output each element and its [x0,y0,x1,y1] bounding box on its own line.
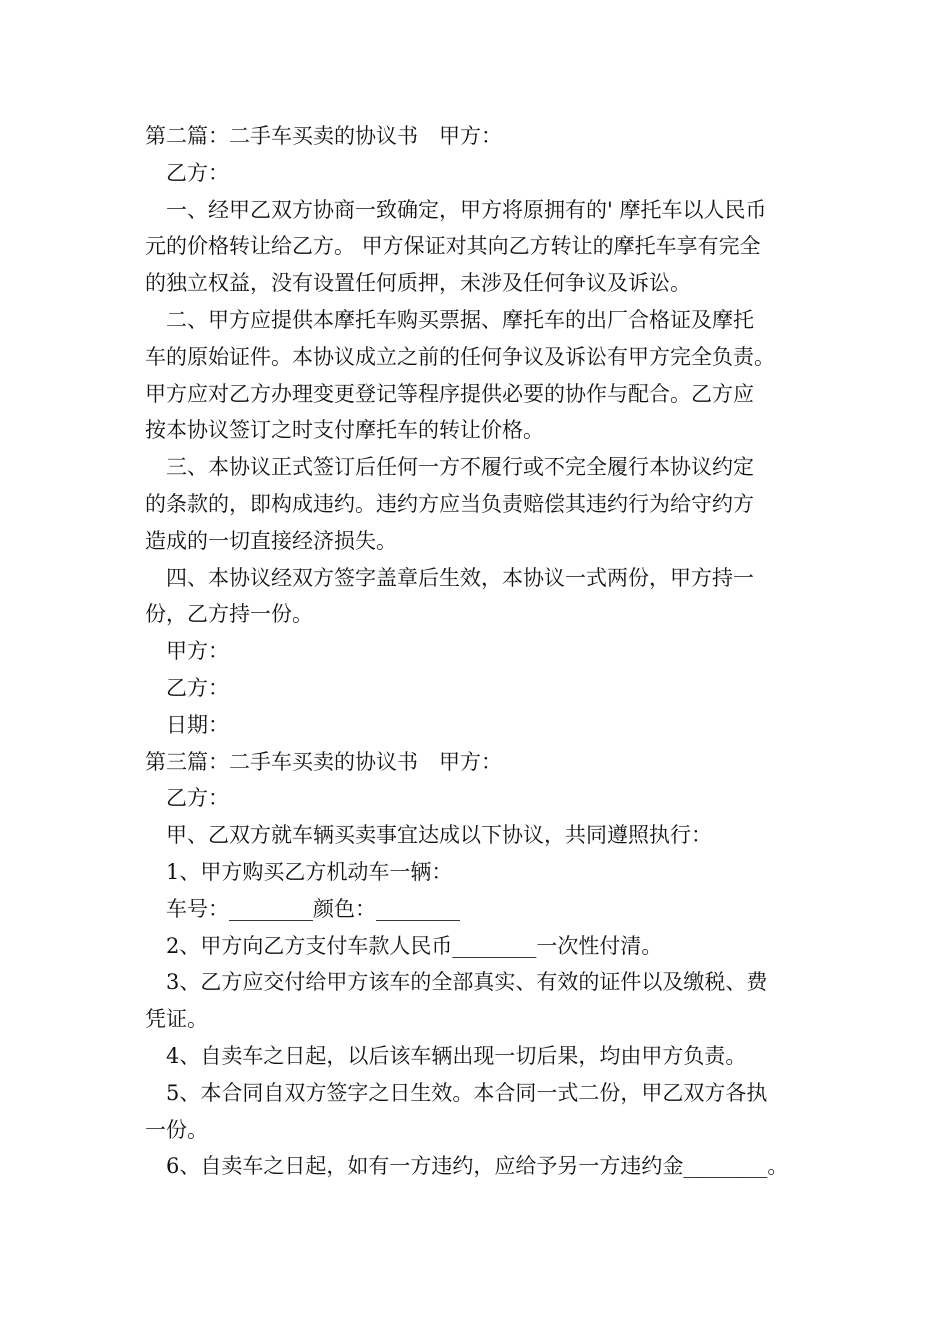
document-body [0,118,950,1185]
text-line: 四、本协议经双方签字盖章后生效，本协议一式两份，甲方持一 [166,565,754,590]
text-line: 份，乙方持一份。 [145,602,313,627]
text-line: 凭证。 [145,1007,208,1032]
text-line: 甲方： [166,639,229,664]
text-line: 车的原始证件。本协议成立之前的任何争议及诉讼有甲方完全负责。 [145,344,775,369]
text-line: 三、本协议正式签订后任何一方不履行或不完全履行本协议约定 [166,455,754,480]
text-line: 按本协议签订之时支付摩托车的转让价格。 [145,418,544,443]
text-line: 乙方： [166,160,229,185]
text-line: 2、甲方向乙方支付车款人民币________一次性付清。 [166,933,663,958]
text-line: 一、经甲乙双方协商一致确定，甲方将原拥有的' 摩托车以人民币 [166,197,767,222]
text-line: 第二篇：二手车买卖的协议书 甲方： [145,124,502,148]
text-line: 6、自卖车之日起，如有一方违约，应给予另一方违约金________。 [166,1154,789,1179]
text-line: 车号：________颜色：________ [166,896,460,921]
text-line: 一份。 [145,1117,208,1142]
text-line: 3、乙方应交付给甲方该车的全部真实、有效的证件以及缴税、费 [166,970,768,995]
text-line: 4、自卖车之日起，以后该车辆出现一切后果，均由甲方负责。 [166,1043,747,1068]
text-line: 第三篇：二手车买卖的协议书 甲方： [145,749,502,774]
text-line: 的条款的，即构成违约。违约方应当负责赔偿其违约行为给守约方 [145,491,754,516]
text-line: 乙方： [166,675,229,700]
text-line: 5、本合同自双方签字之日生效。本合同一式二份，甲乙双方各执 [166,1080,768,1105]
text-line: 乙方： [166,786,229,811]
text-line: 1、甲方购买乙方机动车一辆： [166,859,453,884]
text-line: 甲、乙双方就车辆买卖事宜达成以下协议，共同遵照执行： [166,823,712,848]
text-line: 二、甲方应提供本摩托车购买票据、摩托车的出厂合格证及摩托 [166,307,754,332]
text-line: 日期： [166,712,229,737]
text-line: 造成的一切直接经济损失。 [145,528,397,553]
text-line: 甲方应对乙方办理变更登记等程序提供必要的协作与配合。乙方应 [145,381,754,406]
text-line: 的独立权益，没有设置任何质押，未涉及任何争议及诉讼。 [145,271,691,296]
text-line: 元的价格转让给乙方。 甲方保证对其向乙方转让的摩托车享有完全 [145,234,761,259]
